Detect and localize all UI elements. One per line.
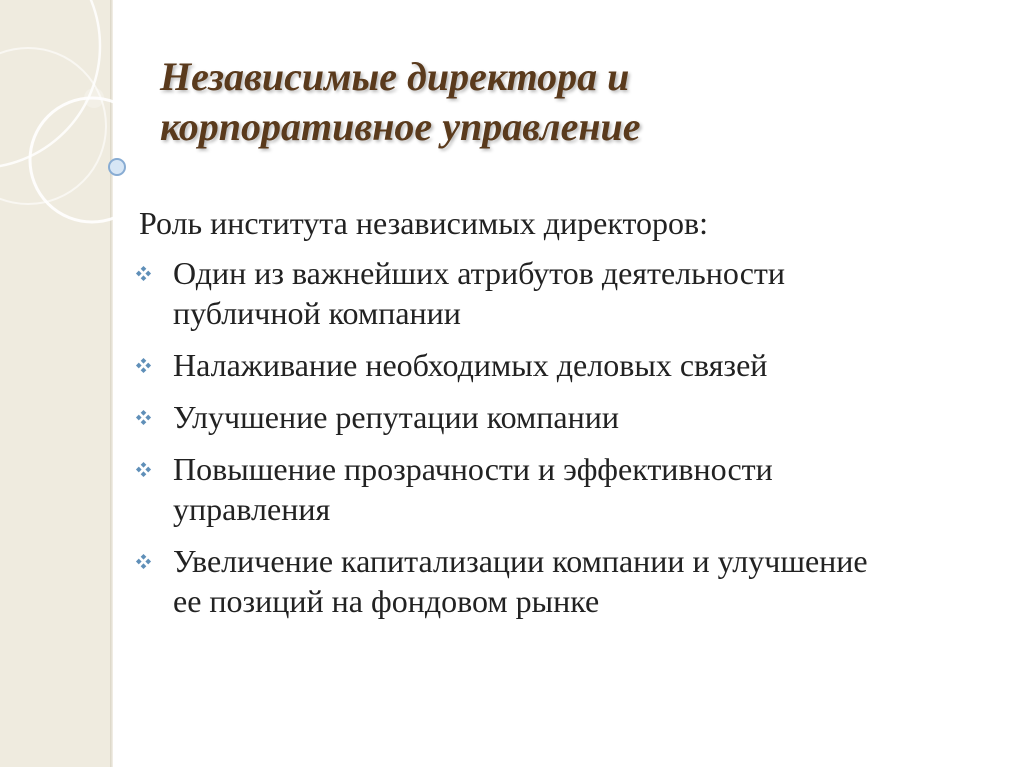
list-item (135, 541, 1005, 621)
bullet-line-2: ее позиций на фондовом рынке (173, 583, 600, 619)
list-item (135, 253, 1005, 333)
bullet-line-1: Один из важнейших атрибутов деятельности (173, 255, 785, 291)
diamond-bullet-icon (135, 553, 152, 570)
bullet-line-1: Увеличение капитализации компании и улучшение (173, 543, 868, 579)
slide-title (160, 52, 960, 152)
title-line-1: Независимые директора и (160, 54, 630, 99)
intro-text: Роль института независимых директоров: (139, 205, 709, 241)
list-item (135, 449, 1005, 529)
bullet-line-1: Налаживание необходимых деловых связей (173, 347, 768, 383)
diamond-bullet-icon (135, 409, 152, 426)
list-item (135, 345, 1005, 385)
diamond-bullet-icon (135, 461, 152, 478)
diamond-bullet-icon (135, 357, 152, 374)
bullet-line-1: Повышение прозрачности и эффективности (173, 451, 773, 487)
bullet-line-2: публичной компании (173, 295, 461, 331)
bullet-line-2: управления (173, 491, 331, 527)
title-line-2: корпоративное управление (160, 104, 641, 149)
bullet-line-1: Улучшение репутации компании (173, 399, 619, 435)
bullet-list (135, 253, 1005, 633)
list-item (135, 397, 1005, 437)
diamond-bullet-icon (135, 265, 152, 282)
